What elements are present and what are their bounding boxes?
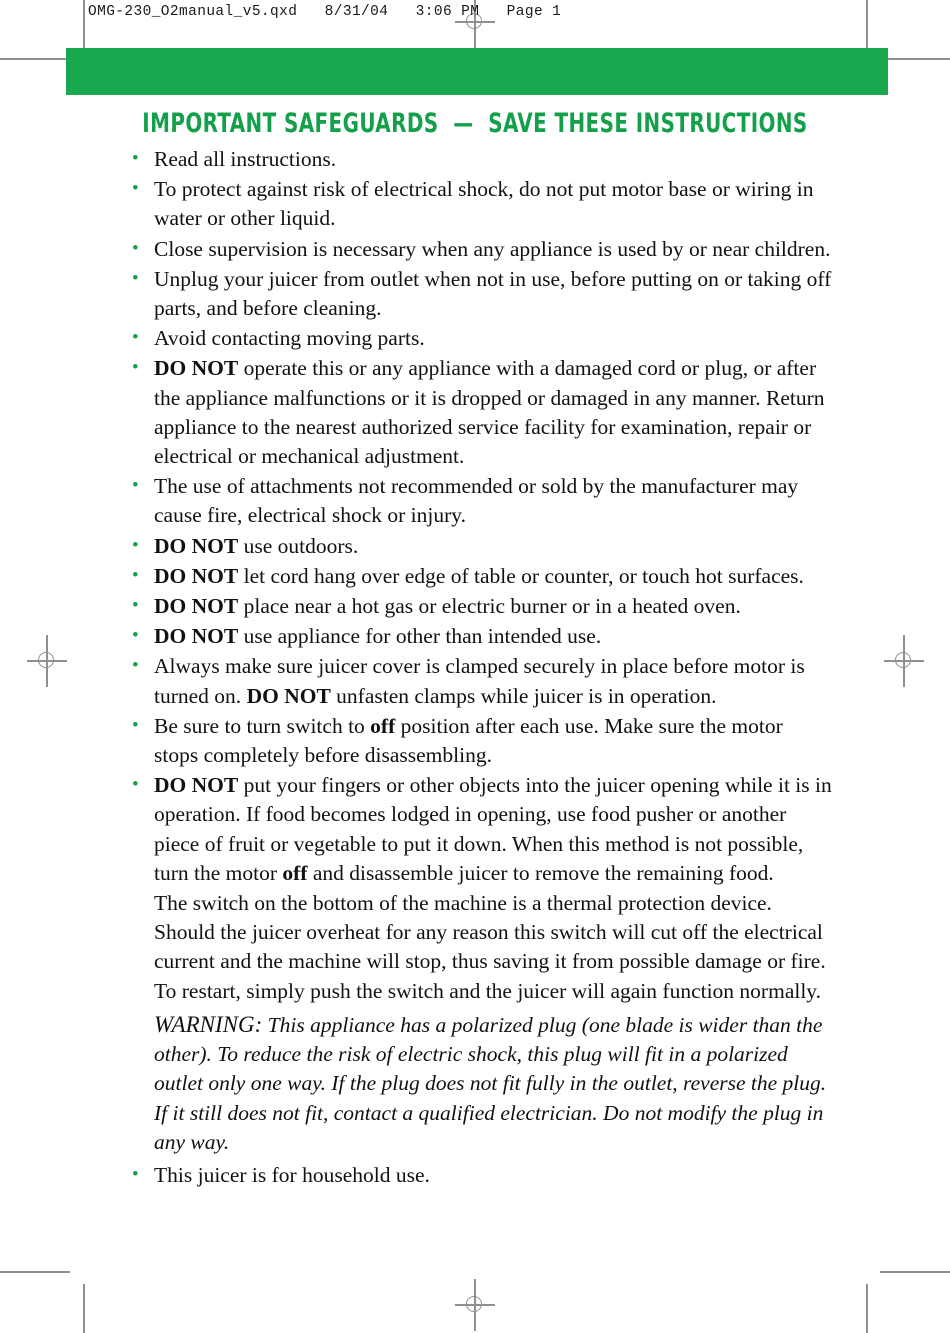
safeguard-item <box>130 235 832 264</box>
body-text: The use of attachments not recommended or sold by the manufacturer may cause fire, electrical shock or injury. <box>154 474 799 528</box>
body-text: and disassemble juicer to remove the remaining food. <box>307 860 774 885</box>
safeguard-item-final <box>130 1161 832 1190</box>
crop-mark-top-right-horizontal <box>880 58 950 60</box>
body-text: let cord hang over edge of table or counter, or touch hot surfaces. <box>238 563 804 588</box>
emphasis-text: off <box>370 713 396 738</box>
body-text: Unplug your juicer from outlet when not in use, before putting on or taking off parts, and before cleaning. <box>154 266 832 321</box>
emphasis-text: DO NOT <box>154 563 239 588</box>
crop-mark-top-left-horizontal <box>0 58 70 60</box>
body-text: use outdoors. <box>238 533 359 558</box>
page-content <box>0 108 950 1191</box>
safeguards-list <box>0 145 950 1190</box>
warning-label: WARNING: <box>154 1011 263 1037</box>
crop-mark-bottom-left-vertical <box>83 1284 85 1333</box>
safeguard-item <box>130 771 832 888</box>
emphasis-text: DO NOT <box>154 773 239 798</box>
body-text: To protect against risk of electrical shock, do not put motor base or wiring in water or other liquid. <box>154 177 814 231</box>
safeguard-item <box>130 175 832 233</box>
body-text: Close supervision is necessary when any appliance is used by or near children. <box>154 236 831 261</box>
emphasis-text: off <box>282 860 308 885</box>
safeguard-item <box>130 652 832 710</box>
body-text: Avoid contacting moving parts. <box>154 326 425 351</box>
safeguard-paragraph <box>130 889 832 1006</box>
warning-text: This appliance has a polarized plug (one blade is wider than the other). To reduce the risk of electric shock, this plug will fit in a polarized outlet only one way. If the plug does not fit fully in the outlet, reverse the plug. If it still does not fit, contact a qualified electrician. Do not modify the plug in any way. <box>154 1012 827 1154</box>
warning-paragraph <box>130 1010 832 1157</box>
body-text: unfasten clamps while juicer is in operation. <box>330 683 717 708</box>
registration-mark-bottom-center <box>455 1285 495 1325</box>
crop-mark-bottom-right-vertical <box>866 1284 868 1333</box>
body-text: put your fingers or other objects into the juicer opening while it is in operation. If food becomes lodged in opening, use food pusher or another piece of fruit or vegetable to put it down. When this method is not possible, turn the motor <box>154 773 832 885</box>
body-text: Be sure to turn switch to <box>154 713 371 738</box>
emphasis-text: DO NOT <box>246 683 331 708</box>
safeguard-item <box>130 712 832 770</box>
body-text: position after each use. Make sure the motor stops completely before disassembling. <box>154 713 783 768</box>
safeguard-item <box>130 324 832 353</box>
safeguard-item <box>130 472 832 530</box>
safeguard-item <box>130 532 832 561</box>
body-text: Always make sure juicer cover is clamped securely in place before motor is turned on. <box>154 654 805 708</box>
safeguard-item <box>130 562 832 591</box>
safeguard-item <box>130 622 832 651</box>
emphasis-text: DO NOT <box>154 533 239 558</box>
page-title: IMPORTANT SAFEGUARDS — SAVE THESE INSTRUCTIONS <box>142 108 808 139</box>
body-text: operate this or any appliance with a damaged cord or plug, or after the appliance malfunctions or it is dropped or damaged in any manner. Return appliance to the nearest authorized service facility for examination, repair or electrical or mechanical adjustment. <box>154 356 825 469</box>
body-text: use appliance for other than intended use. <box>238 624 602 649</box>
body-text: place near a hot gas or electric burner or in a heated oven. <box>238 594 741 619</box>
emphasis-text: DO NOT <box>154 594 239 619</box>
emphasis-text: DO NOT <box>154 624 239 649</box>
body-text: This juicer is for household use. <box>154 1162 430 1187</box>
file-slug-header: OMG-230_O2manual_v5.qxd 8/31/04 3:06 PM Page 1 <box>88 4 562 20</box>
safeguard-item <box>130 354 832 471</box>
safeguard-item <box>130 592 832 621</box>
body-text: Read all instructions. <box>154 147 337 171</box>
safeguard-item <box>130 145 832 174</box>
green-header-band <box>66 48 888 95</box>
body-text: The switch on the bottom of the machine is a thermal protection device. Should the juicer overheat for any reason this switch will cut off the electrical current and the machine will stop, thus saving it from possible damage or fire. To restart, simply push the switch and the juicer will again function normally. <box>154 891 826 1003</box>
crop-mark-bottom-left-horizontal <box>0 1271 70 1273</box>
emphasis-text: DO NOT <box>154 356 239 381</box>
crop-mark-bottom-right-horizontal <box>880 1271 950 1273</box>
safeguard-item <box>130 265 832 323</box>
